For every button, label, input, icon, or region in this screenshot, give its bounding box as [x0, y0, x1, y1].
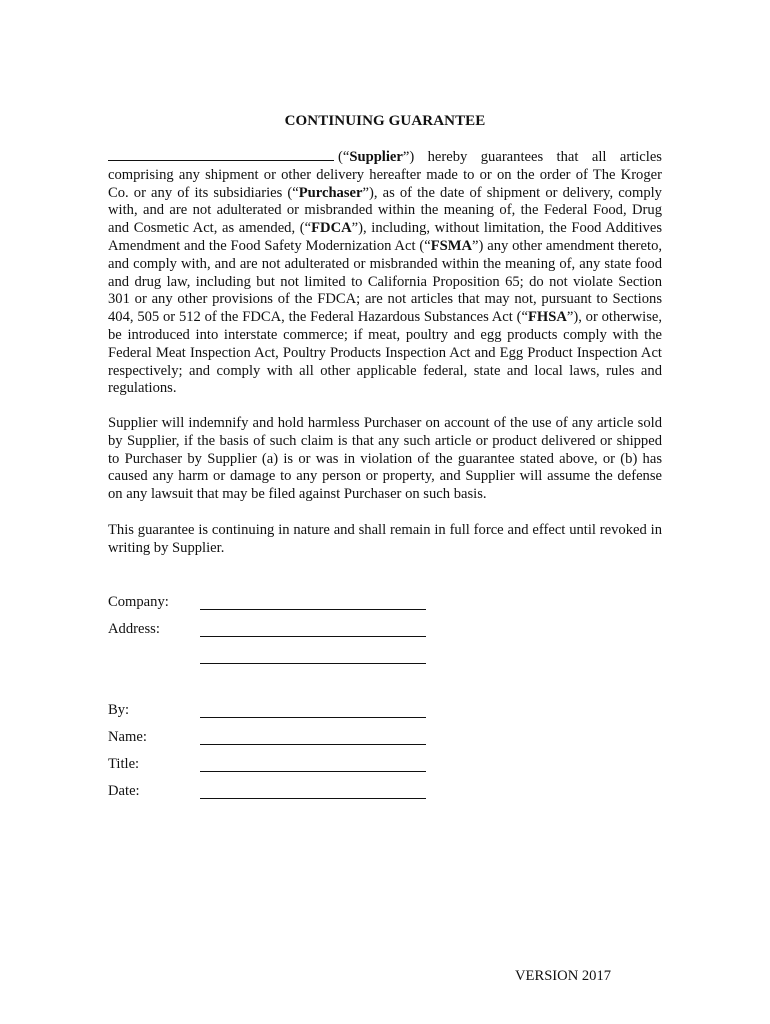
name-label: Name: [108, 729, 147, 745]
date-label: Date: [108, 783, 140, 799]
address-field [108, 621, 438, 641]
document-title: CONTINUING GUARANTEE [284, 113, 486, 129]
company-line[interactable] [200, 609, 426, 610]
text-segment: ”), as of the date of shipment or delivery, comply with, and are not adulterated or misbranded within the meaning of, the Federal Food, Drug and Cosmetic Act, as amended, (“ [108, 184, 662, 237]
address-line-2[interactable] [200, 663, 426, 664]
text-segment: ”) hereby guarantees that all articles comprising any shipment or other delivery hereafter made to or on the order of The Kroger Co. or any of its subsidiaries (“ [108, 149, 662, 201]
supplier-name-blank[interactable] [108, 148, 334, 161]
date-field [108, 783, 438, 803]
address-field-2 [108, 648, 438, 668]
text-segment: ”), including, without limitation, the Food Additives Amendment and the Food Safety Modernization Act (“ [108, 220, 662, 254]
defined-term-purchaser: Purchaser [298, 184, 363, 201]
by-line[interactable] [200, 717, 426, 718]
by-label: By: [108, 702, 130, 718]
indemnity-paragraph: Supplier will indemnify and hold harmless Purchaser on account of the use of any article sold by Supplier, if the basis of such claim is that any such article or product delivered or shipped to Purchaser by Supplier (a) is or was in violation of the guarantee stated above, or (b) has caused any harm or damage to any person or property, and Supplier will assume the defense on any lawsuit that may be filed against Purchaser on such basis. [108, 415, 662, 503]
defined-term-supplier: Supplier [349, 149, 403, 165]
defined-term-fhsa: FHSA [527, 309, 567, 326]
name-field [108, 729, 438, 749]
text-segment: ”), or otherwise, be introduced into interstate commerce; if meat, poultry and egg products comply with the Federal Meat Inspection Act, Poultry Products Inspection Act and Egg Product Inspection Act respectively; and comply with all other applicable federal, state and local laws, rules and regulations. [108, 309, 662, 397]
guarantee-paragraph [108, 148, 662, 398]
title-line[interactable] [200, 771, 426, 772]
text-segment: ”) any other amendment thereto, and comply with, and are not adulterated or misbranded within the meaning of, any state food and drug law, including but not limited to California Proposition 65; do not violate Section 301 or any other provisions of the FDCA; are not articles that may not, pursuant to Sections 404, 505 or 512 of the FDCA, the Federal Hazardous Substances Act (“ [108, 237, 663, 326]
title-label: Title: [108, 756, 140, 772]
address-line-1[interactable] [200, 636, 426, 637]
defined-term-fsma: FSMA [430, 237, 473, 254]
company-label: Company: [108, 594, 169, 610]
version-label: VERSION 2017 [515, 968, 612, 984]
date-line[interactable] [200, 798, 426, 799]
title-field [108, 756, 438, 776]
name-line[interactable] [200, 744, 426, 745]
by-field [108, 702, 438, 722]
text-segment: (“ [338, 149, 350, 165]
defined-term-fdca: FDCA [311, 220, 352, 237]
company-field [108, 594, 438, 614]
continuing-paragraph: This guarantee is continuing in nature and shall remain in full force and effect until revoked in writing by Supplier. [108, 522, 662, 556]
address-label: Address: [108, 621, 160, 637]
